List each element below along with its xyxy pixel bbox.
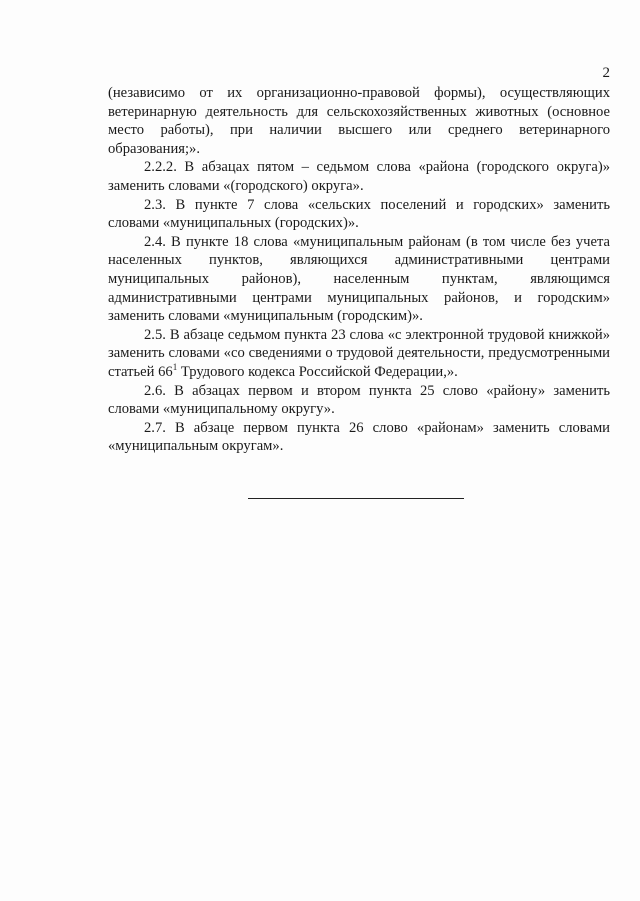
document-body bbox=[108, 84, 610, 456]
paragraph-2-6: 2.6. В абзацах первом и втором пункта 25 слово «району» заменить словами «муниципальному округу». bbox=[108, 382, 610, 418]
superscript-article-index: 1 bbox=[172, 361, 178, 372]
paragraph-2-2-2: 2.2.2. В абзацах пятом – седьмом слова «района (городского округа)» заменить словами «(городского) округа». bbox=[108, 159, 610, 194]
paragraph-2-5-text-before: 2.5. В абзаце седьмом пункта 23 слова «с электронной трудовой книжкой» заменить словами «со сведениями о трудовой деятельности, предусмотренными статьей 66 bbox=[108, 326, 610, 380]
paragraph-2-4: 2.4. В пункте 18 слова «муниципальным районам (в том числе без учета населенных пунктов, являющихся административными центрами муниципальных районов), населенным пунктам, являющимся административными центрами муниципальных районов, и городским» заменить словами «муниципальным (городским)». bbox=[108, 233, 610, 325]
paragraph-2-5-text-after: Трудового кодекса Российской Федерации,». bbox=[177, 363, 458, 380]
paragraph-2-5 bbox=[108, 326, 610, 382]
paragraph-2-7: 2.7. В абзаце первом пункта 26 слово «районам» заменить словами «муниципальным округам». bbox=[108, 419, 610, 455]
page-number: 2 bbox=[602, 65, 610, 81]
end-divider-line bbox=[248, 498, 464, 499]
paragraph-continuation: (независимо от их организационно-правовой формы), осуществляющих ветеринарную деятельность для сельскохозяйственных животных (основное место работы), при наличии высшего или среднего ветеринарного образования;». bbox=[108, 85, 610, 157]
paragraph-2-3: 2.3. В пункте 7 слова «сельских поселений и городских» заменить словами «муниципальных (городских)». bbox=[108, 196, 610, 232]
